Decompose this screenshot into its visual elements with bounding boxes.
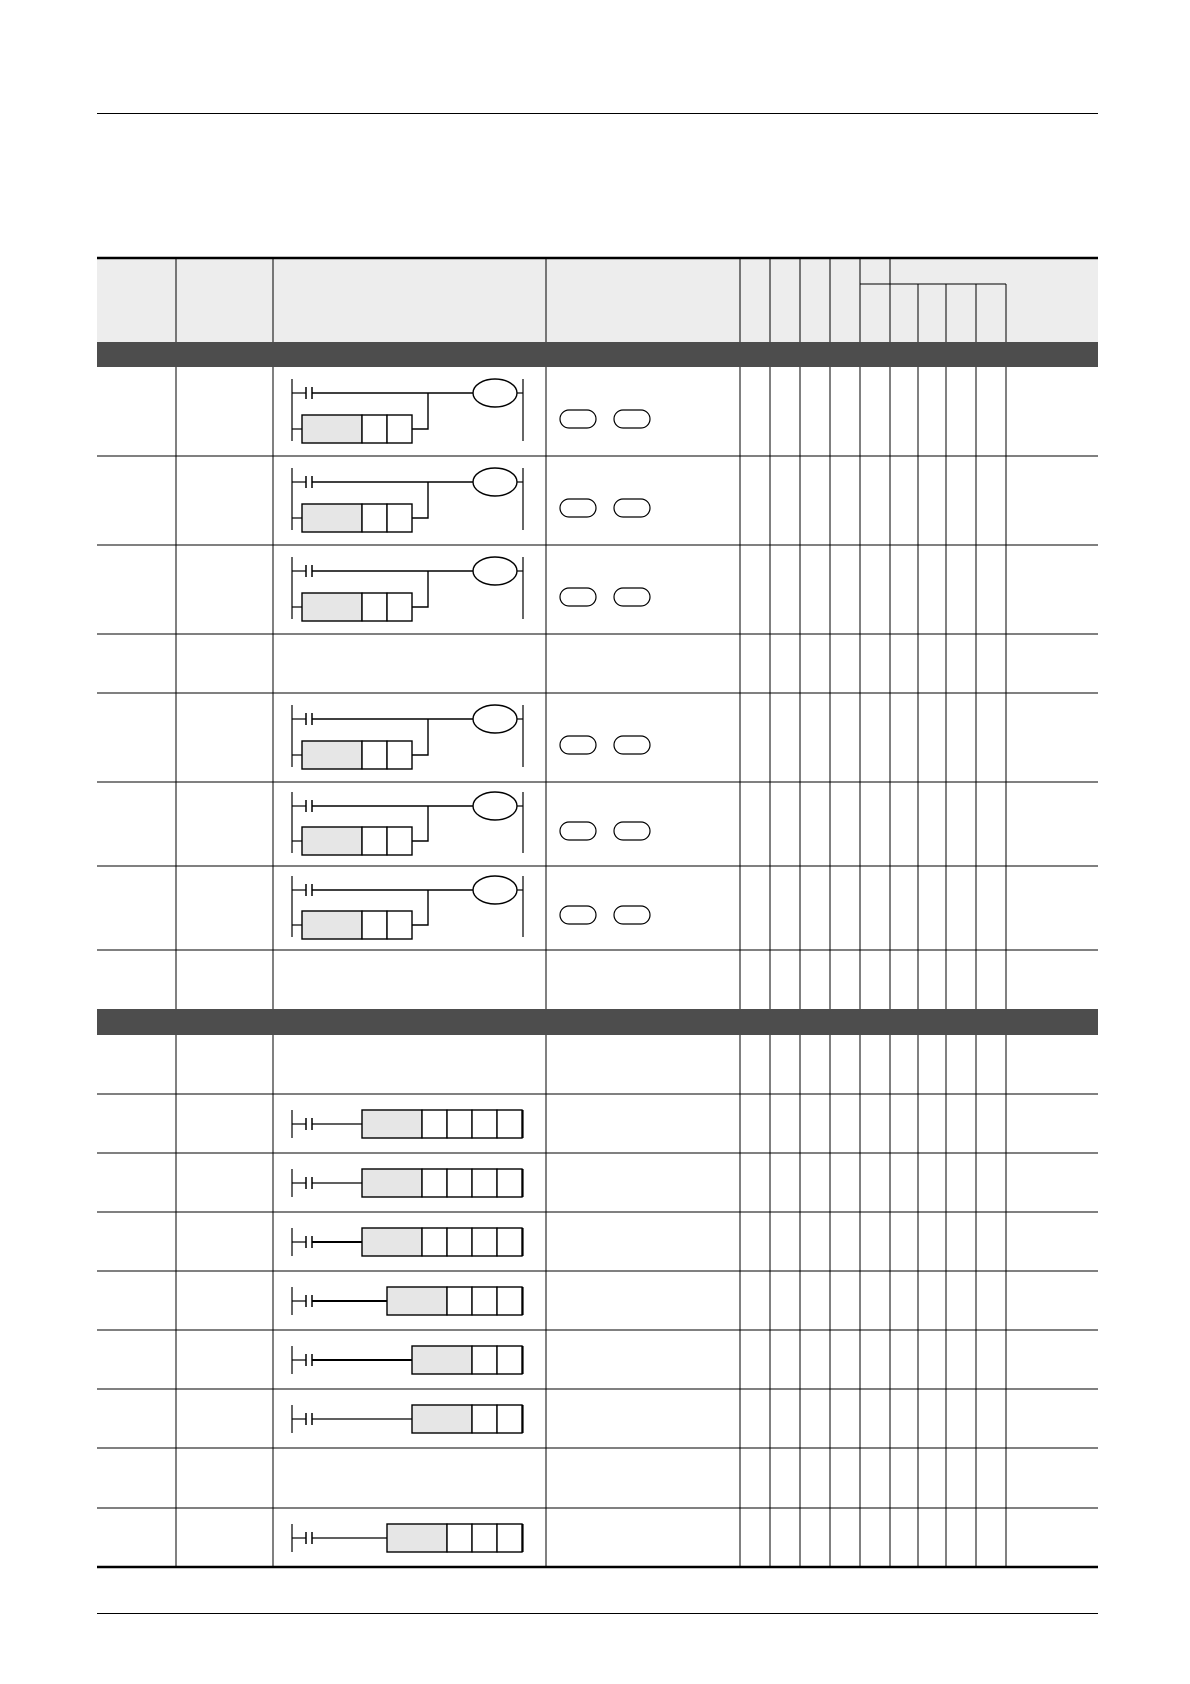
instruction-cell bbox=[362, 1228, 422, 1256]
operand-cell bbox=[497, 1169, 522, 1197]
key-symbol bbox=[614, 410, 650, 428]
instruction-cell bbox=[302, 827, 362, 855]
key-symbol bbox=[614, 822, 650, 840]
operand-cell bbox=[422, 1228, 447, 1256]
operand-cell bbox=[422, 1169, 447, 1197]
key-symbol bbox=[614, 906, 650, 924]
operand-cell bbox=[472, 1524, 497, 1552]
operand-cell bbox=[387, 911, 412, 939]
operand-cell bbox=[497, 1346, 522, 1374]
operand-cell bbox=[362, 827, 387, 855]
operand-cell bbox=[362, 741, 387, 769]
instruction-cell bbox=[302, 593, 362, 621]
instruction-cell bbox=[412, 1405, 472, 1433]
instruction-cell bbox=[302, 911, 362, 939]
operand-cell bbox=[472, 1405, 497, 1433]
branch-wire bbox=[412, 482, 428, 518]
operand-cell bbox=[472, 1287, 497, 1315]
key-symbol bbox=[560, 822, 596, 840]
operand-cell bbox=[387, 593, 412, 621]
operand-cell bbox=[387, 415, 412, 443]
operand-cell bbox=[447, 1228, 472, 1256]
section-bar-2 bbox=[97, 1009, 1098, 1035]
instruction-cell bbox=[387, 1287, 447, 1315]
branch-wire bbox=[412, 719, 428, 755]
operand-cell bbox=[362, 593, 387, 621]
instruction-cell bbox=[412, 1346, 472, 1374]
branch-wire bbox=[412, 571, 428, 607]
operand-cell bbox=[387, 827, 412, 855]
instruction-cell bbox=[362, 1169, 422, 1197]
operand-cell bbox=[472, 1346, 497, 1374]
operand-cell bbox=[472, 1110, 497, 1138]
coil-symbol bbox=[473, 792, 517, 820]
coil-symbol bbox=[473, 557, 517, 585]
branch-wire bbox=[412, 890, 428, 925]
key-symbol bbox=[560, 499, 596, 517]
key-symbol bbox=[614, 588, 650, 606]
branch-wire bbox=[412, 393, 428, 429]
operand-cell bbox=[387, 504, 412, 532]
operand-cell bbox=[472, 1169, 497, 1197]
operand-cell bbox=[497, 1524, 522, 1552]
header-background bbox=[97, 258, 1098, 342]
operand-cell bbox=[447, 1524, 472, 1552]
key-symbol bbox=[560, 410, 596, 428]
operand-cell bbox=[497, 1287, 522, 1315]
operand-cell bbox=[447, 1287, 472, 1315]
operand-cell bbox=[422, 1110, 447, 1138]
instruction-cell bbox=[387, 1524, 447, 1552]
key-symbol bbox=[560, 736, 596, 754]
instruction-cell bbox=[302, 504, 362, 532]
operand-cell bbox=[447, 1169, 472, 1197]
instruction-cell bbox=[302, 415, 362, 443]
key-symbol bbox=[614, 499, 650, 517]
operand-cell bbox=[362, 415, 387, 443]
coil-symbol bbox=[473, 468, 517, 496]
coil-symbol bbox=[473, 876, 517, 904]
instruction-cell bbox=[302, 741, 362, 769]
key-symbol bbox=[560, 906, 596, 924]
section-bar-1 bbox=[97, 342, 1098, 367]
operand-cell bbox=[387, 741, 412, 769]
key-symbol bbox=[560, 588, 596, 606]
operand-cell bbox=[362, 504, 387, 532]
key-symbol bbox=[614, 736, 650, 754]
instruction-cell bbox=[362, 1110, 422, 1138]
branch-wire bbox=[412, 806, 428, 841]
bottom-rule bbox=[97, 1613, 1098, 1614]
operand-cell bbox=[447, 1110, 472, 1138]
operand-cell bbox=[362, 911, 387, 939]
operand-cell bbox=[472, 1228, 497, 1256]
operand-cell bbox=[497, 1110, 522, 1138]
operand-cell bbox=[497, 1405, 522, 1433]
coil-symbol bbox=[473, 705, 517, 733]
operand-cell bbox=[497, 1228, 522, 1256]
coil-symbol bbox=[473, 379, 517, 407]
